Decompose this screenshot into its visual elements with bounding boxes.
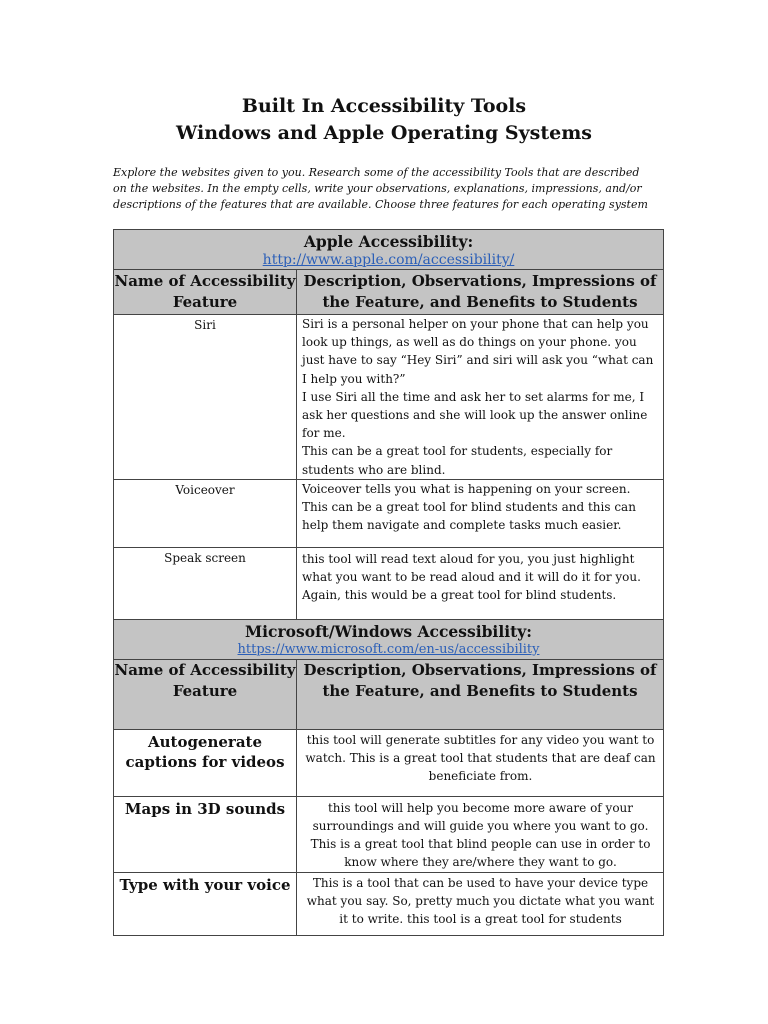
apple-column-header-row (114, 270, 664, 315)
feature-description-type-with-voice: This is a tool that can be used to have your device type what you say. So, pretty much you dictate what you want it to write. this tool is a great tool for students (297, 872, 664, 935)
microsoft-accessibility-link[interactable]: https://www.microsoft.com/en-us/accessibility (237, 641, 540, 657)
voiceover-desc: Voiceover tells you what is happening on your screen. This can be a great tool for blind students and this can help them navigate and complete tasks much easier. (302, 481, 636, 533)
document-title-line1: Built In Accessibility Tools (241, 95, 527, 117)
microsoft-col1-header: Name of Accessibility Feature (114, 659, 297, 729)
feature-name-speak-screen: Speak screen (114, 547, 297, 619)
feature-name-maps-3d-sounds: Maps in 3D sounds (114, 796, 297, 872)
apple-accessibility-link[interactable]: http://www.apple.com/accessibility/ (262, 252, 515, 268)
instructions-paragraph: Explore the websites given to you. Research some of the accessibility Tools that are described on the websites. In the empty cells, write your observations, explanations, impressions, and/or descriptions of the features that are available. Choose three features for each operating system (113, 166, 648, 211)
apple-col1-header: Name of Accessibility Feature (114, 270, 297, 315)
feature-name-voiceover: Voiceover (114, 479, 297, 547)
apple-section-header-row (114, 230, 664, 270)
siri-desc-line: Siri is a personal helper on your phone that can help you look up things, as well as do things on your phone. you just have to say “Hey Siri” and siri will ask you “what can I help you with?” (302, 317, 654, 386)
table-row (114, 729, 664, 796)
microsoft-col2-header: Description, Observations, Impressions of the Feature, and Benefits to Students (297, 659, 664, 729)
table-row (114, 479, 664, 547)
document-title-line2: Windows and Apple Operating Systems (176, 122, 592, 144)
feature-name-siri: Siri (114, 315, 297, 480)
table-row (114, 872, 664, 935)
feature-description-siri (297, 315, 664, 480)
microsoft-section-header-row (114, 619, 664, 659)
speak-screen-desc: this tool will read text aloud for you, you just highlight what you want to be read aloud and it will do it for you. Again, this would be a great tool for blind students. (302, 551, 641, 603)
feature-name-autogenerate-captions: Autogenerate captions for videos (114, 729, 297, 796)
apple-section-title: Apple Accessibility: (303, 232, 474, 251)
microsoft-section-title: Microsoft/Windows Accessibility: (245, 621, 532, 641)
microsoft-section-header (114, 619, 664, 659)
microsoft-column-header-row (114, 659, 664, 729)
feature-name-type-with-voice: Type with your voice (114, 872, 297, 935)
feature-description-voiceover (297, 479, 664, 547)
apple-section-header (114, 230, 664, 270)
table-row (114, 796, 664, 872)
siri-desc-line: This can be a great tool for students, especially for students who are blind. (302, 444, 613, 477)
feature-description-maps-3d-sounds: this tool will help you become more aware of your surroundings and will guide you where you want to go. This is a great tool that blind people can use in order to know where they are/where they want to go. (297, 796, 664, 872)
feature-description-autogenerate-captions: this tool will generate subtitles for any video you want to watch. This is a great tool that students that are deaf can beneficiate from. (297, 729, 664, 796)
feature-description-speak-screen (297, 547, 664, 619)
accessibility-table (113, 229, 664, 936)
siri-desc-line: I use Siri all the time and ask her to set alarms for me, I ask her questions and she will look up the answer online for me. (302, 389, 648, 441)
table-row (114, 547, 664, 619)
table-row (114, 315, 664, 480)
apple-col2-header: Description, Observations, Impressions of the Feature, and Benefits to Students (297, 270, 664, 315)
